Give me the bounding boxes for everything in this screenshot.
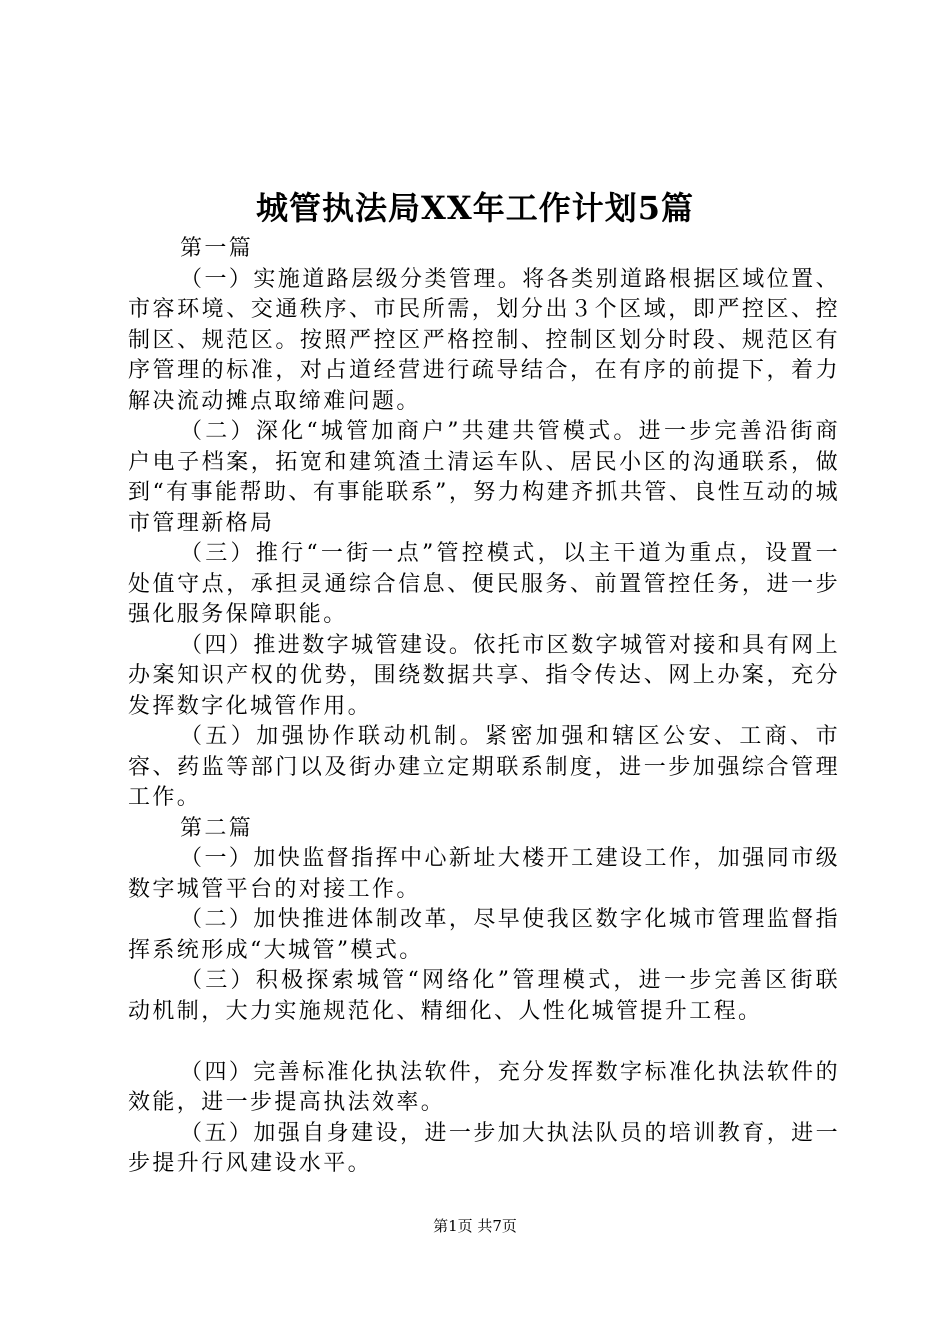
document-title: 城管执法局XX年工作计划5篇 xyxy=(256,189,694,227)
paragraph: （三）推行“一街一点”管控模式，以主干道为重点，设置一处值守点，承担灵通综合信息、便民服务、前置管控任务，进一步强化服务保障职能。 xyxy=(128,541,840,627)
section-heading-2: 第二篇 xyxy=(180,815,254,841)
paragraph: （二）深化“城管加商户”共建共管模式。进一步完善沿街商户电子档案，拓宽和建筑渣土清运车队、居民小区的沟通联系，做到“有事能帮助、有事能联系”，努力构建齐抓共管、良性互动的城市管理新格局 xyxy=(128,419,840,536)
section-heading-1: 第一篇 xyxy=(180,236,254,261)
paragraph: （四）完善标准化执法软件，充分发挥数字标准化执法软件的效能，进一步提高执法效率。 xyxy=(128,1059,840,1115)
page-footer: 第1页 共7页 xyxy=(433,1217,517,1235)
paragraph: （二）加快推进体制改革，尽早使我区数字化城市管理监督指挥系统形成“大城管”模式。 xyxy=(128,907,840,963)
paragraph: （三）积极探索城管“网络化”管理模式，进一步完善区街联动机制，大力实施规范化、精细化、人性化城管提升工程。 xyxy=(128,968,840,1024)
document-body xyxy=(128,234,840,1180)
paragraph: （四）推进数字城管建设。依托市区数字城管对接和具有网上办案知识产权的优势，围绕数据共享、指令传达、网上办案，充分发挥数字化城管作用。 xyxy=(128,632,840,719)
paragraph: （五）加强协作联动机制。紧密加强和辖区公安、工商、市容、药监等部门以及街办建立定期联系制度，进一步加强综合管理工作。 xyxy=(128,724,840,810)
paragraph: （五）加强自身建设，进一步加大执法队员的培训教育，进一步提升行风建设水平。 xyxy=(128,1120,840,1176)
paragraph: （一）加快监督指挥中心新址大楼开工建设工作，加强同市级数字城管平台的对接工作。 xyxy=(128,846,840,902)
paragraph: （一）实施道路层级分类管理。将各类别道路根据区域位置、市容环境、交通秩序、市民所需，划分出３个区域，即严控区、控制区、规范区。按照严控区严格控制、控制区划分时段、规范区有序管理的标准，对占道经营进行疏导结合，在有序的前提下，着力解决流动摊点取缔难问题。 xyxy=(128,266,840,414)
